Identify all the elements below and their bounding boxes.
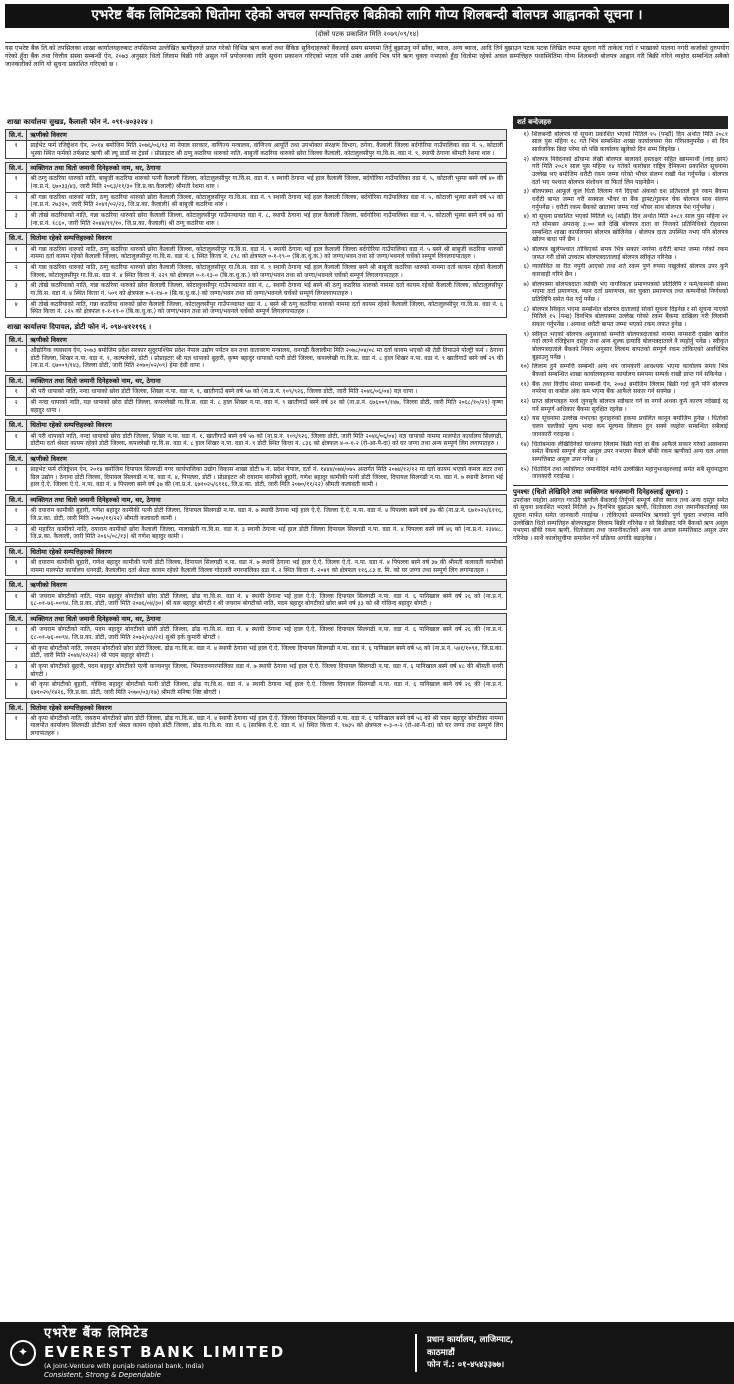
serial-header: सि.नं. bbox=[6, 420, 27, 431]
section-heading: धितोमा रहेको सम्पत्तिहरुको विवरण bbox=[27, 233, 507, 244]
condition-number: ३) bbox=[523, 188, 529, 196]
serial-header: सि.नं. bbox=[6, 129, 27, 140]
row-text: औद्योगिक व्यवसाय ऐन, २०७३ बमोजिम प्रदेश सरकार सुदुरपश्चिम प्रदेश नेपाल उद्योग पर्यटन वन तथा वातावरण मन्त्रालय, धनगढी कैलालीमा मिति २०७८/०४/०८ मा दर्ता कायम भएको श्री तेडी तिमाउने पोल्ट्री फर्म । ठेगाना डोटी जिल्ला, शिखर न.पा. वडा नं. १, कल्पलेको, डोटी । प्रोप्राइटरः श्री यज्ञ धापाको बुहारी, कृष्ण बहादुर धापाको पत्नी डोटी जिल्ला, कपल्लेखी गा.वि.स. वडा नं. ८ हाल शिखर न.पा. वडा नं. ९ खातीगाउँ बस्ने वर्ष २९ की (ना.प्र.नं. ६७००९/१४३, जिल्ला डोटी, जारी मिति २०७०/०२/०९) हेमा देवी धापा । bbox=[27, 346, 507, 372]
table-row bbox=[6, 680, 507, 698]
serial-header: सि.नं. bbox=[6, 376, 27, 387]
condition-item bbox=[513, 131, 728, 154]
bank-name-nepali: एभरेष्ट बैंक लिमिटेड bbox=[44, 1326, 149, 1342]
bank-logo bbox=[10, 1326, 415, 1379]
section-heading: व्यक्तिगत तथा धितो जमानी दिनेहरुको नाम, थर, ठेगाना bbox=[27, 163, 507, 174]
table-row bbox=[6, 625, 507, 643]
office-phone: फोन नं.: ०१-४५४३३७७। bbox=[427, 1360, 505, 1371]
table-row bbox=[6, 465, 507, 491]
table-row bbox=[6, 299, 507, 317]
condition-number: १४) bbox=[520, 440, 529, 448]
row-text: श्री परी धापाको नाति, नन्दा धापाको छोरा डोटी जिल्ला, शिखर न.पा. वडा नं. १, खातीगाउँ बस्ने वर्ष ५७ को (ना.प्र.नं. १०९/९२६, जिल्ला डोटी, जारी मिति २०४६/०६/०४) यज्ञ धापाको नाममा मालपोत कार्यालय सिलगढी, डोटीमा दर्ता श्रेस्ता कायम रहेको डोटी जिल्ला, कपल्लेखी गा.वि.स. वडा नं. ८ हाल शिखर न.पा. वडा नं. ९ डोटी स्थित कित्ता नं. ८३६ को क्षेत्रफल ४-०-१-२ (रो-आ-पै-दा) को घर जग्गा तथा अन्य सम्पूर्ण लिग लगापातहरु । bbox=[27, 431, 507, 449]
condition-text: धितोबन्धक लेखिदिनेको घरजग्गा लिलाम बिक्री गर्दा वा बैंक आफैले सकार गरेको अवस्थामा समेत बैंकको सम्पूर्ण लेना असुल उपर नभएमा बैंकले बाँकी रकम ऋणीको अन्य चल अचल सम्पत्तिबाट असुल उपर गर्नेछ । bbox=[532, 440, 728, 463]
serial-number: १ bbox=[6, 506, 27, 524]
serial-header: सि.नं. bbox=[6, 334, 27, 345]
table-row bbox=[6, 244, 507, 262]
section-heading: ऋणीको विवरण bbox=[27, 580, 507, 591]
bank-name-english: EVEREST BANK LIMITED bbox=[44, 1343, 286, 1362]
serial-header: सि.नं. bbox=[6, 163, 27, 174]
condition-number: ७) bbox=[523, 280, 529, 288]
condition-item bbox=[513, 281, 728, 304]
table-row bbox=[6, 346, 507, 372]
serial-header: सि.नं. bbox=[6, 233, 27, 244]
table-row bbox=[6, 262, 507, 280]
section-heading: धितोमा रहेको सम्पत्तिहरुको विवरण bbox=[27, 420, 507, 431]
condition-text: यो सूचना प्रकाशित भएको मितिले १६ (सोह्रौं) दिन अर्थात मिति २०८१ साल पुस महिना २१ गते सोमबार अपरान्ह ३:०० बजे देखि बोलपत्र दाता वा निजको प्रतिनिधिको रोहवरमा सम्बन्धित शाखा कार्यालयमा बोलपत्र खोलिनेछ । बोलपत्र दाता उपस्थित नभए पनि बोलपत्र खोल्न बाधा पर्ने छैन । bbox=[532, 213, 728, 244]
section-heading: ऋणीको विवरण bbox=[27, 129, 507, 140]
section-heading: धितोमा रहेको सम्पत्तिहरुको विवरण bbox=[27, 702, 507, 713]
postscript-body: उपरोक्त व्यहोरा अवगत गराउँदै ऋणीले बैंकलाई तिर्नुपर्ने सम्पूर्ण साँवा ब्याज तथा अन्य दस्तुर समेत यो सूचना प्रकाशित भएको मितिले ३५ दिनभित्र बुझाउन ऋणी, धितोवाला तथा जमानीकर्तालाई यस सूचना मार्फत समेत जानकारी गराईन्छ । तोकिएको समयभित्र ऋणको पूर्ण चुक्ता नभएमा माथि उल्लेखित धितो सम्पत्तिहरु बोलपत्रद्वारा लिलाम बिक्री गरिनेछ र सो बिक्रीबाट पनि बैंकको ऋण असुल नभएमा बाँकी रकम ऋणी, धितोवाला तथा जमानीकर्ताको अन्य चल अचल सम्पत्तिबाट असुल उपर गरिनेछ । साथै कालोसूचीमा समावेश गर्ने प्रक्रिया अगाडि बढाइनेछ । bbox=[513, 496, 728, 542]
table-row bbox=[6, 211, 507, 229]
table-row bbox=[6, 431, 507, 449]
row-text: श्री गन्ना कठरिया थारुको नाति, ठग्गु कठरिया थारुको छोरा कैलाली जिल्ला, कोटालुलसीपुर गा.वि.स. वडा नं. ९ स्थायी ठेगाना भई हाल कैलाली जिल्ला बर्दगोरिया गाउँपालिका वडा नं. ५ बस्ने श्री बाबुजी कठरिया थारुको नाममा दर्ता कायम रहेको कैलाली जिल्ला, कोटालुलसीपुर गा.वि.स. वडा नं. ६ स्थित कित्ता नं. ८९८ को क्षेत्रफल ०-१-१९-० (बि.क.धु.क.) को जग्गा/भवन तथा सो जग्गा/भवनले चर्चेको सम्पूर्ण लिगलगापातहरु । bbox=[27, 244, 507, 262]
table-row bbox=[6, 661, 507, 679]
content-columns bbox=[5, 116, 729, 743]
condition-item bbox=[513, 246, 728, 261]
condition-number: ९) bbox=[523, 330, 529, 338]
table-row bbox=[6, 397, 507, 415]
bank-footer bbox=[0, 1322, 734, 1384]
detail-table bbox=[5, 334, 507, 372]
head-office-info bbox=[415, 1334, 513, 1372]
office-city: काठमाडौं bbox=[427, 1347, 455, 1358]
row-text: प्राइभेट फर्म रजिष्ट्रेशन ऐन, २०१४ बमोजिम दिपायल सिलगढी नगर कार्यपालिका उद्योग विकास शाखा डोटी ७ नं. प्रदेश नेपाल, दर्ता नं. १४४४/०७४/०७५ अन्तर्गत मिति २०७४/१२/१२ मा दर्ता कायम भएको कमल सटर तथा ग्रिल उद्योग । ठेगाना डोटी जिल्ला, दिपायल सिलगढी न.पा. वडा नं. ४, पिपल्ला, डोटी । प्रोप्राइटरः श्री दयाराम कामीको बुहारी, गणेश बहादुर कामीकी पत्नी डोटी जिल्ला, दिपायल सिलगढी न.पा. वडा नं. ७ स्थायी ठेगाना भई हाल ऐ.ऐ. जिल्ला ऐ.ऐ. न.पा. वडा नं. ४ पिपल्ला बस्ने वर्ष ३७ की (ना.प्र.नं. ६७१०२५/६११६, जि.प्र.का. डोटी, जारी मिति २०७०/११/२२) श्रीमती कलावती कामी । bbox=[27, 465, 507, 491]
condition-number: ४) bbox=[523, 213, 529, 221]
row-text: श्री दयाराम कामीकी बुहारी, गणेश बहादुर कामीकी पत्नी डोटी जिल्ला, दिपायल सिलगढी न.पा. वडा नं. ७ स्थायी ठेगाना भई हाल ऐ.ऐ. जिल्ला ऐ.ऐ. न.पा. वडा नं. ४ पिपल्ला बस्ने वर्ष ३७ की (ना.प्र.नं. ६७१०२५/६११६, जि.प्र.का. डोटी, जारी मिति २०७०/११/२२) श्रीमती कलावती कामी । bbox=[27, 506, 507, 524]
row-text: श्री कृपा बोगटीको बुहारी, गोविन्द बहादुर बोगटीको पत्नी डोटी जिल्ला, ढोढ गा.वि.स. वडा नं. ४ स्थायी ठेगाना भई हाल ऐ.ऐ. जिल्ला दिपायल सिलगढी न.पा. वडा नं. ६ पानिखाल बस्ने वर्ष २६ की (ना.प्र.नं. ६७१०२०/१४२६, जि.प्र.का. डोटी, जारी मिति २०७०/०३/१७) श्रीमती मनिषा थिष्ट बोगटी । bbox=[27, 680, 507, 698]
serial-number: २ bbox=[6, 262, 27, 280]
detail-table bbox=[5, 375, 507, 416]
serial-header: सि.नं. bbox=[6, 702, 27, 713]
conditions-column bbox=[513, 116, 728, 743]
joint-venture-note: (A Joint-Venture with punjab national bank, India) bbox=[44, 1362, 204, 1371]
condition-text: धितोदिने तथा व्यक्तिगत जमानीदिने माथि उल्लेखित महानुभावहरुलाई समेत सबै सूचनाद्वारा जानकारी गराईन्छ । bbox=[532, 465, 728, 481]
serial-number: ३ bbox=[6, 661, 27, 679]
row-text: श्री नन्दा धापाको नाति, यज्ञ धापाको छोरा डोटी जिल्ला, कपल्लेखी गा.वि.स. वडा नं. ८ हाल शिखर न.पा. वडा नं. ९ खातीगाउँ बस्ने वर्ष ३१ को (ना.प्र.नं. ६७६००९/१४७, जिल्ला डोटी, जारी मिति २०६८/१०/२९) कृष्ण बहादुर धापा । bbox=[27, 397, 507, 415]
table-row bbox=[6, 174, 507, 192]
section-heading: व्यक्तिगत तथा धितो जमानी दिनेहरुको नाम, थर, ठेगाना bbox=[27, 495, 507, 506]
table-row bbox=[6, 591, 507, 609]
branch-heading: शाखा कार्यालयः सुखड, कैलाली फोन नं. ०९१-४०३२२४ । bbox=[7, 117, 153, 126]
serial-header: सि.नं. bbox=[6, 546, 27, 557]
condition-item bbox=[513, 398, 728, 413]
row-text: श्री दयाराम कामीकी बुहारी, गणेश बहादुर कामीकी पत्नी डोटी जिल्ला, दिपायल सिलगढी न.पा. वडा नं. ७ स्थायी ठेगाना भई हाल ऐ.ऐ. जिल्ला ऐ.ऐ. न.पा. वडा नं. ४ पिपल्ला बस्ने वर्ष ३७ की श्रीमती कलावती कामीको नाममा मालपोत कार्यालय धनगढी, कैलालीमा दर्ता श्रेस्ता कायम रहेको कैलाली जिल्ला गोदावरी नगरपालिका वडा नं. २ स्थित कित्ता नं. २०४१ को क्षेत्रफल ११६.८३ व. मि. को घर जग्गा तथा सम्पूर्ण लिग लगापातहरु । bbox=[27, 558, 507, 576]
row-text: श्री ठग्गु कठरिया थारुको नाति, बाबुजी कठरिया थारुको पत्नी कैलाली जिल्ला, कोटालुलसीपुर गा.वि.स. वडा नं. ९ स्थायी ठेगाना भई हाल कैलाली जिल्ला, बर्दगोरिया गाउँपालिका वडा नं. ५, कोटाली भुस्या बस्ने वर्ष ४० की (ना.प्र.नं. ६७०३३/४३, जारी मिति २०६३/११/३० जि.प्र.का.कैलाली) श्रीमती रेशमा थारु । bbox=[27, 174, 507, 192]
condition-text: बैंक तथा वित्तीय संस्था सम्बन्धी ऐन, २०७३ बमोजिम लिलाम बिक्री गर्दा कुनै पनि बोलपत्र नपरेमा वा कबोल अंक कम भएमा बैंक आफैले सकार गर्न सक्नेछ । bbox=[532, 380, 728, 396]
serial-number: १ bbox=[6, 558, 27, 576]
condition-item bbox=[513, 415, 728, 438]
serial-number: १ bbox=[6, 625, 27, 643]
row-text: श्री परी धापाको नाति, नन्दा धापाको छोरा डोटी जिल्ला, शिखर न.पा. वडा नं. १, खातीगाउँ बस्ने वर्ष ५७ को (ना.प्र.नं. १०९/९२६, जिल्ला डोटी, जारी मिति २०४६/०६/०४) यज्ञ धापा । bbox=[27, 387, 507, 398]
table-row bbox=[6, 140, 507, 158]
row-text: श्री महारित कामीको नाति, दयाराम कामीको छोरा कैलाली जिल्ला, मालाखेती गा.वि.स. वडा नं. ३ स्थायी ठेगाना भई हाल डोटी जिल्ला दिपायल सिलगढी न.पा. वडा नं. ४ पिपल्ला बस्ने वर्ष ४६ को (ना.प्र.नं. २३४४८, जि.प्र.का. कैलाली, जारी मिति २०६५/०८/१३) श्री गणेश बहादुर कामी । bbox=[27, 524, 507, 542]
section-heading: व्यक्तिगत तथा धितो जमानी दिनेहरुको नाम, थर, ठेगाना bbox=[27, 613, 507, 624]
condition-text: शिलबन्दी बोलपत्र यो सूचना प्रकाशित भएको मितिले १५ (पन्ध्रौं) दिन अर्थात मिति २०८१ साल पुस महिना १८ गते भित्र सम्बन्धित शाखा कार्यालयमा पेस गरिसक्नुपर्नेछ । सो दिन सार्वजनिक बिदा परेमा सो पछि कार्यालय खुलेको दिन सम्म लिइनेछ । bbox=[532, 130, 728, 153]
serial-header: सि.नं. bbox=[6, 613, 27, 624]
serial-header: सि.नं. bbox=[6, 453, 27, 464]
row-text: श्री गन्ना कठरिया थारुको नाति, ठग्गु कठरिया थारुको छोरा कैलाली जिल्ला, कोटालुलसीपुर गा.वि.स. वडा नं. ९ स्थायी ठेगाना भई हाल कैलाली जिल्ला, बर्दगोरिया गाउँपालिका वडा नं. ५, कोटाली भुस्या बस्ने वर्ष ५२ को (ना.प्र.नं. २७३२०, जारी मिति २०४१/०२/२३, जि.प्र.का. कैलाली) श्री बाबुजी कठरिया थारु । bbox=[27, 192, 507, 210]
table-row bbox=[6, 281, 507, 299]
condition-text: यस सूचनामा उल्लेख नभएका कुराहरुको हकमा प्रचलित कानून बमोजिम हुनेछ । धितोको चलन चल्तीको मूल्य भन्दा कम मूल्यमा लिलाम हुन सक्ने व्यहोरा सम्बन्धित सबैलाई जानकारी गराइन्छ । bbox=[532, 415, 728, 438]
condition-number: १) bbox=[523, 130, 529, 138]
condition-item bbox=[513, 263, 728, 278]
row-text: श्री तोखे कठरियाको नाति, गन्ना कठरिया थारुको छोरा कैलाली जिल्ला, कोटालुलसीपुर गाउँपञ्चायत वडा नं. ८, स्थायी ठेगाना भई हाल कैलाली जिल्ला, बर्दगोरिया गाउँपालिका वडा नं. ५, कोटाली भुस्या बस्ने वर्ष ७३ को (ना.प्र.नं. १८६०, जारी मिति २०४४/११/१०, जि.प्र.का. कैलाली) श्री ठग्गु कठरिया थारु । bbox=[27, 211, 507, 229]
condition-text: न्यायोचित वा रीत नपुगी आएको तथा शर्त रकम पूर्ण रुपमा नखुलेको बोलपत्र उपर कुनै कारवाही गरिने छैन । bbox=[532, 263, 728, 279]
row-text: श्री जयराम बोगटीको नाति, पदम बहादुर बोगटीको छोरी डोटी जिल्ला, ढोढ गा.वि.स. वडा नं. ४ स्थायी ठेगाना भई हाल ऐ.ऐ. जिल्ला दिपायल सिलगढी न.पा. वडा नं. ६ पानिखाल बस्ने वर्ष २६ की (ना.प्र.नं. ६८-०१-७६-००९४, जि.प्र.का. डोटी, जारी मिति २०७२/०३/२१) सुश्री हर्क कुमारी बोगटी । bbox=[27, 625, 507, 643]
intro-paragraph: यस एभरेष्ट बैंक लि.को तपसिलका शाखा कार्यालयहरुबाट तपसिलमा उल्लेखित ऋणीहरुले प्राप्त गरेको विभिन्न ऋण कर्जा तथा बैंकिङ सुविधाहरुको बैंकलाई समय समयमा तिर्नु बुझाउनु पर्ने साँवा, ब्याज, अन्य ब्याज, आदि तिर्न बुझाउन पटक पटक लिखित रुपमा सूचना गरी ताकेता गर्दा र भाखाको पालना नगरी कर्जाको दुरुपयोग गरेको हुँदा बैंक तथा वित्तीय संस्था सम्बन्धी ऐन, २०७३ अनुसार धितो लिलाम बिक्री गरी असुल गर्ने प्रयोजनका लागि सूचना प्रकाशन गरिएको भएता पनि उक्त अवधि भित्र पनि ऋण चुक्ता नभएको हुँदा धितोमा रहेको अचल सम्पत्तिहरु यथास्थितिमा गोप्य शिलबन्दी बोलपत्र आह्वान गरी बिक्री गरिने व्यहोरा सम्बन्धित सबैको जानकारीको लागि यो सूचना प्रकाशित गरिएको छ । bbox=[5, 42, 729, 114]
condition-item bbox=[513, 363, 728, 378]
table-row bbox=[6, 506, 507, 524]
bank-emblem-icon: ✦ bbox=[10, 1340, 36, 1366]
condition-number: १२) bbox=[520, 398, 529, 406]
detail-table bbox=[5, 419, 507, 450]
row-text: श्री कृपा बोगटीको नाति, जयराम बोगटीको छोरा डोटी जिल्ला, ढोढ गा.वि.स. वडा नं. ४ स्थायी ठेगाना भई हाल ऐ.ऐ. जिल्ला दिपायल सिलगढी न.पा. वडा नं. ६ पानिखाल बस्ने वर्ष ५६ को (ना.प्र.नं. ५४१/१०९१, जि.प्र.का. डोटी, जारी मिति २०४४/१२/२२) श्री पदम बहादुर बोगटी । bbox=[27, 643, 507, 661]
branches-column bbox=[5, 116, 507, 743]
condition-text: स्वीकृत भएको बोलपत्र अनुसारको सम्पत्ति बोलपत्रदाताको नाममा नामसारी दाखेल खारेज गर्दा लाग्ने रजिष्ट्रेशन दस्तुर तथा अन्य शुल्क इत्यादि बोलपत्रदाताले नै व्यहोर्नु पर्नेछ । स्वीकृत बोलपत्रदाताले बैंकको नियम अनुसार लिलाम बापतको सम्पूर्ण रकम तोकिएको अवधिभित्र बुझाउनु पर्नेछ । bbox=[532, 330, 728, 361]
serial-number: २ bbox=[6, 192, 27, 210]
serial-number: ३ bbox=[6, 211, 27, 229]
condition-number: २) bbox=[523, 155, 529, 163]
serial-number: १ bbox=[6, 713, 27, 739]
table-row bbox=[6, 192, 507, 210]
notice-subtitle: (दोस्रो पटक प्रकाशित मिति २०७९/०९/१४) bbox=[315, 30, 419, 38]
condition-text: बोलपत्र निवेदनको ढाँचामा लेखी बोलपत्र बालाको हस्ताक्षर सहित खाममाथी (लाह छाप) गरी मिति २०८१ साल पुस महिना १४ गतेको कारोबार राष्ट्रिय दैनिकमा प्रकाशित सूचनामा उल्लेख भए बमोजिम धरौटी रकम जम्मा गरेको भौचर संलग्न राखी पेश गर्नुपर्नेछ । बोलपत्र दर्ता भए पश्चात बोलपत्र संशोधन वा फिर्ता लिन पाइनेछैन । bbox=[532, 155, 728, 186]
condition-item bbox=[513, 156, 728, 187]
office-address: प्रधान कार्यालय, लाजिम्पाट, bbox=[427, 1334, 514, 1345]
condition-text: बोलपत्र खुलेपश्चात तोकिएको समय भित्र सकार नगरेमा धरौटी बापत जम्मा गरेको रकम जफत गरी दोस्रो उच्चतम बोलपत्रदातालाई बोलपत्र स्वीकृत गरिनेछ । bbox=[532, 246, 728, 261]
detail-table bbox=[5, 613, 507, 699]
table-row bbox=[6, 713, 507, 739]
condition-number: १३) bbox=[520, 415, 529, 423]
condition-item bbox=[513, 466, 728, 481]
postscript-heading: पुनश्चः (धितो लेखिदिने तथा व्यक्तिगत धनजमानी दिनेहरुलाई सूचना) : bbox=[513, 485, 728, 497]
conditions-list bbox=[513, 131, 728, 481]
serial-number: २ bbox=[6, 524, 27, 542]
conditions-heading: शर्त बन्देजहरु bbox=[513, 116, 728, 129]
section-heading: व्यक्तिगत तथा धितो जमानी दिनेहरुको नाम, थर, ठेगाना bbox=[27, 376, 507, 387]
detail-table bbox=[5, 546, 507, 577]
serial-header: सि.नं. bbox=[6, 580, 27, 591]
serial-number: १ bbox=[6, 591, 27, 609]
condition-number: ११) bbox=[520, 380, 529, 388]
serial-number: ४ bbox=[6, 680, 27, 698]
condition-text: बोलपत्रमा आफूले कुल धितो लिलाम गर्न दिएको अंकको दश प्रतिशतले हुने रकम बैंकमा धरौटी बापत जम्मा गरी सक्कल भौचर वा बैंक ड्राफ्ट/गुडफर चेक बोलपत्र साथ संलग्न गर्नुपर्नेछ । धरौटी रकम बैंकको खातामा जम्मा गर्दा भौचर साथ बोलपत्र पेश गर्नुपर्नेछ । bbox=[532, 188, 728, 211]
serial-number: १ bbox=[6, 174, 27, 192]
serial-number: १ bbox=[6, 140, 27, 158]
detail-table bbox=[5, 232, 507, 318]
section-heading: ऋणीको विवरण bbox=[27, 453, 507, 464]
row-text: श्री गन्ना कठरिया थारुको नाति, ठग्गु कठरिया थारुको छोरा कैलाली जिल्ला, कोटालुलसीपुर गा.वि.स. वडा नं. ९ स्थायी ठेगाना भई हाल कैलाली जिल्ला बस्ने श्री बाबुजी कठरिया थारुको नाममा दर्ता कायम रहेको कैलाली जिल्ला, कोटालुलसीपुर गा.वि.स. वडा नं. ४ स्थित कित्ता नं. २२९ को क्षेत्रफल ०-१-१३-० (बि.क.धु.क.) को जग्गा/भवन तथा सो जग्गा/भवनले चर्चेको सम्पूर्ण लिगलगापातहरु । bbox=[27, 262, 507, 280]
condition-number: ६) bbox=[523, 263, 529, 271]
detail-table bbox=[5, 494, 507, 543]
condition-text: बोलपत्र स्विकृत भएमा सम्बन्धित बोलपत्र दातालाई सोको सूचना दिइनेछ र सो सूचना पाएको मितिले १५ (पन्ध्र) दिनभित्र बोलपत्रमा उल्लेख गरेको रकम बैंकमा दाखिला गरी लिलामी सकार गर्नुपर्नेछ । अन्यथा धरौटी बापत जम्मा भएको रकम जफत हुनेछ । bbox=[532, 305, 728, 329]
condition-item bbox=[513, 188, 728, 211]
condition-item bbox=[513, 213, 728, 244]
table-row bbox=[6, 387, 507, 398]
table-row bbox=[6, 643, 507, 661]
detail-table bbox=[5, 453, 507, 491]
section-heading: धितोमा रहेको सम्पत्तिहरुको विवरण bbox=[27, 546, 507, 557]
serial-number: २ bbox=[6, 643, 27, 661]
row-text: श्री कृपा बोगटीको बुहारी, पदम बहादुर बोगटीको पत्नी कञ्चनपुर जिल्ला, भिमदत्तनगरपालिका वडा नं. ७ स्थायी ठेगाना भई हाल ऐ.ऐ. जिल्ला दिपायल सिलगढी न.पा. वडा नं. ६ पानिखाल बस्ने वर्ष ४८ की श्रीमती धनरी बोगटी । bbox=[27, 661, 507, 679]
serial-number: २ bbox=[6, 397, 27, 415]
section-heading: ऋणीको विवरण bbox=[27, 334, 507, 345]
condition-number: १५) bbox=[520, 465, 529, 473]
detail-table bbox=[5, 702, 507, 740]
row-text: श्री तोखे कठरियाको नाति, गन्ना कठरिया थारुको छोरा कैलाली जिल्ला, कोटालुलसीपुर गाउँपञ्चायत वडा नं. ८, स्थायी ठेगाना भई बस्ने श्री ठग्गु कठरिया थारुको नाममा दर्ता कायम रहेको कैलाली जिल्ला, कोटालुलसीपुर गा.वि.स. वडा नं. ४ स्थित कित्ता नं. ५०९ को क्षेत्रफल ०-१-१४-० (बि.क.धु.क.) को जग्गा/भवन तथा सो जग्गा/भवनले चर्चेको सम्पूर्ण लिगलगापातहरु । bbox=[27, 281, 507, 299]
serial-number: ४ bbox=[6, 299, 27, 317]
table-row bbox=[6, 524, 507, 542]
detail-table bbox=[5, 129, 507, 160]
condition-item bbox=[513, 306, 728, 329]
condition-text: लिलाम हुने सम्पत्ति सम्बन्धी अन्य थप जानकारी आवश्यक भएमा कार्यालय समय भित्र बैंकको सम्बन्धित शाखा कार्यालयहरुमा कार्यालय समयमा सम्पर्क राखी प्राप्त गर्न सकिनेछ । bbox=[532, 363, 728, 379]
condition-text: प्राप्त बोलपत्रहरु मध्ये जुनसुकै बोलपत्र स्वीकार गर्ने वा नगर्ने अथवा कुनै कारण नदेखाई रद्द गर्ने सम्पूर्ण अधिकार बैंकमा सुरक्षित रहनेछ । bbox=[532, 398, 728, 413]
condition-text: बोलपत्रमा बोलपत्रदाता व्यक्ति भए नागरिकता प्रमाणपत्रको प्रतिलिपि र फर्म/कम्पनी संस्था भएमा दर्ता प्रमाणपत्र, प्यान दर्ता प्रमाणपत्र, कर चुक्ता प्रमाणपत्र तथा कम्पनीको निर्णयको प्रतिलिपि समेत पेश गर्नु पर्नेछ । bbox=[532, 280, 728, 304]
condition-item bbox=[513, 331, 728, 362]
serial-header: सि.नं. bbox=[6, 495, 27, 506]
table-row bbox=[6, 558, 507, 576]
serial-number: १ bbox=[6, 387, 27, 398]
serial-number: ३ bbox=[6, 281, 27, 299]
detail-table bbox=[5, 579, 507, 610]
serial-number: १ bbox=[6, 465, 27, 491]
bank-tagline: Consistent, Strong & Dependable bbox=[44, 1370, 161, 1379]
condition-item bbox=[513, 441, 728, 464]
condition-number: ५) bbox=[523, 246, 529, 254]
condition-number: ८) bbox=[523, 305, 529, 313]
branch-heading: शाखा कार्यालयः दिपायल, डोटी फोन नं. ०९४-४१२१९६ । bbox=[7, 322, 152, 331]
serial-number: १ bbox=[6, 244, 27, 262]
row-text: श्री जयराम बोगटीको नाति, पदम बहादुर बोगटीको छोरा डोटी जिल्ला, ढोढ गा.वि.स. वडा नं. ४ स्थायी ठेगाना भई हाल ऐ.ऐ. जिल्ला दिपायल सिलगढी न.पा. वडा नं. ६ पानिखाल बस्ने वर्ष २६ को (ना.प्र.नं. ६८-०१-७६-००९४, जि.प्र.का. डोटी, जारी मिति २०७६/०४/३०) श्री यस बहादुर बोगटी र श्री जयराम बोगटीको नाति, पदम बहादुर बोगटीको छोरा बस्ने वर्ष ३३ को श्री गोविन्द बहादुर बोगटी । bbox=[27, 591, 507, 609]
condition-item bbox=[513, 381, 728, 396]
serial-number: १ bbox=[6, 431, 27, 449]
detail-table bbox=[5, 162, 507, 229]
condition-number: १०) bbox=[520, 363, 529, 371]
row-text: श्री तोखे कठरियाको नाति, गन्ना कठरिया थारुको छोरा कैलाली जिल्ला, कोटालुलसीपुर गाउँपञ्चायत वडा नं. ८ बस्ने श्री ठग्गु कठरिया थारुको नाममा दर्ता कायम रहेको कैलाली जिल्ला, कोटालुलसीपुर गा.वि.स. वडा नं. ६ स्थित कित्ता नं. ८२५ को क्षेत्रफल १-१-१९-० (बि.क.धु.क.) को जग्गा/भवन तथा सो जग्गा/भवनले चर्चेको सम्पूर्ण लिगलगापातहरु । bbox=[27, 299, 507, 317]
row-text: प्राईभेट फर्म रजिष्ट्रेशन ऐन, २०१४ बमोजिम मिति २०७६/०६/१३ मा नेपाल सरकार, वाणिज्य मन्त्रालय, वाणिज्य आपूर्ति तथा उपभोक्ता संरक्षण विभाग, ठगेना, कैलाली जिल्ला बर्दगोरिया गाउँपालिका वडा नं. ५, कोटाली भुस्या स्थित फर्मको तर्फबाट ऋणी श्री ल्यू डाडाँ मा ट्रेडर्स । प्रोप्राइटरः श्री ठग्गु कठरिया थारुको नाति, बाबुजी कठरिया थारुको छोरा जिल्ला कैलाली, कोटालुलसीपुर गा.वि.स. वडा नं. ९, स्थायी ठेगाना श्रीमती रेशमा थारु । bbox=[27, 140, 507, 158]
notice-title: एभरेष्ट बैंक लिमिटेडको धितोमा रहेको अचल सम्पत्तिहरु बिक्रीको लागि गोप्य शिलबन्दी बोलपत्र आह्वानको सूचना । bbox=[5, 4, 729, 28]
row-text: श्री कृपा बोगटीको नाति, जयराम बोगटीको छोरा डोटी जिल्ला, ढोढ गा.वि.स. वडा नं. ४ स्थायी ठेगाना भई हाल ऐ.ऐ. जिल्ला दिपायल सिलगढी न.पा. वडा नं. ६ पानिखाल बस्ने वर्ष ५६ को श्री पदम बहादुर बोगटीका नाममा मालपोत कार्यालय सिलगढी डोटीमा दर्ता श्रेस्ता कायम रहेको डोटी जिल्ला, ढोढ गा.वि.स. वडा नं. ६ (साबिक ऐ.ऐ. वडा नं. ४) स्थित कित्ता नं. १७३५ को क्षेत्रफल ०-३-०-२ (रो-आ-पै-दा) को घर जग्गा तथा सम्पूर्ण लिग लगापातहरु । bbox=[27, 713, 507, 739]
serial-number: १ bbox=[6, 346, 27, 372]
